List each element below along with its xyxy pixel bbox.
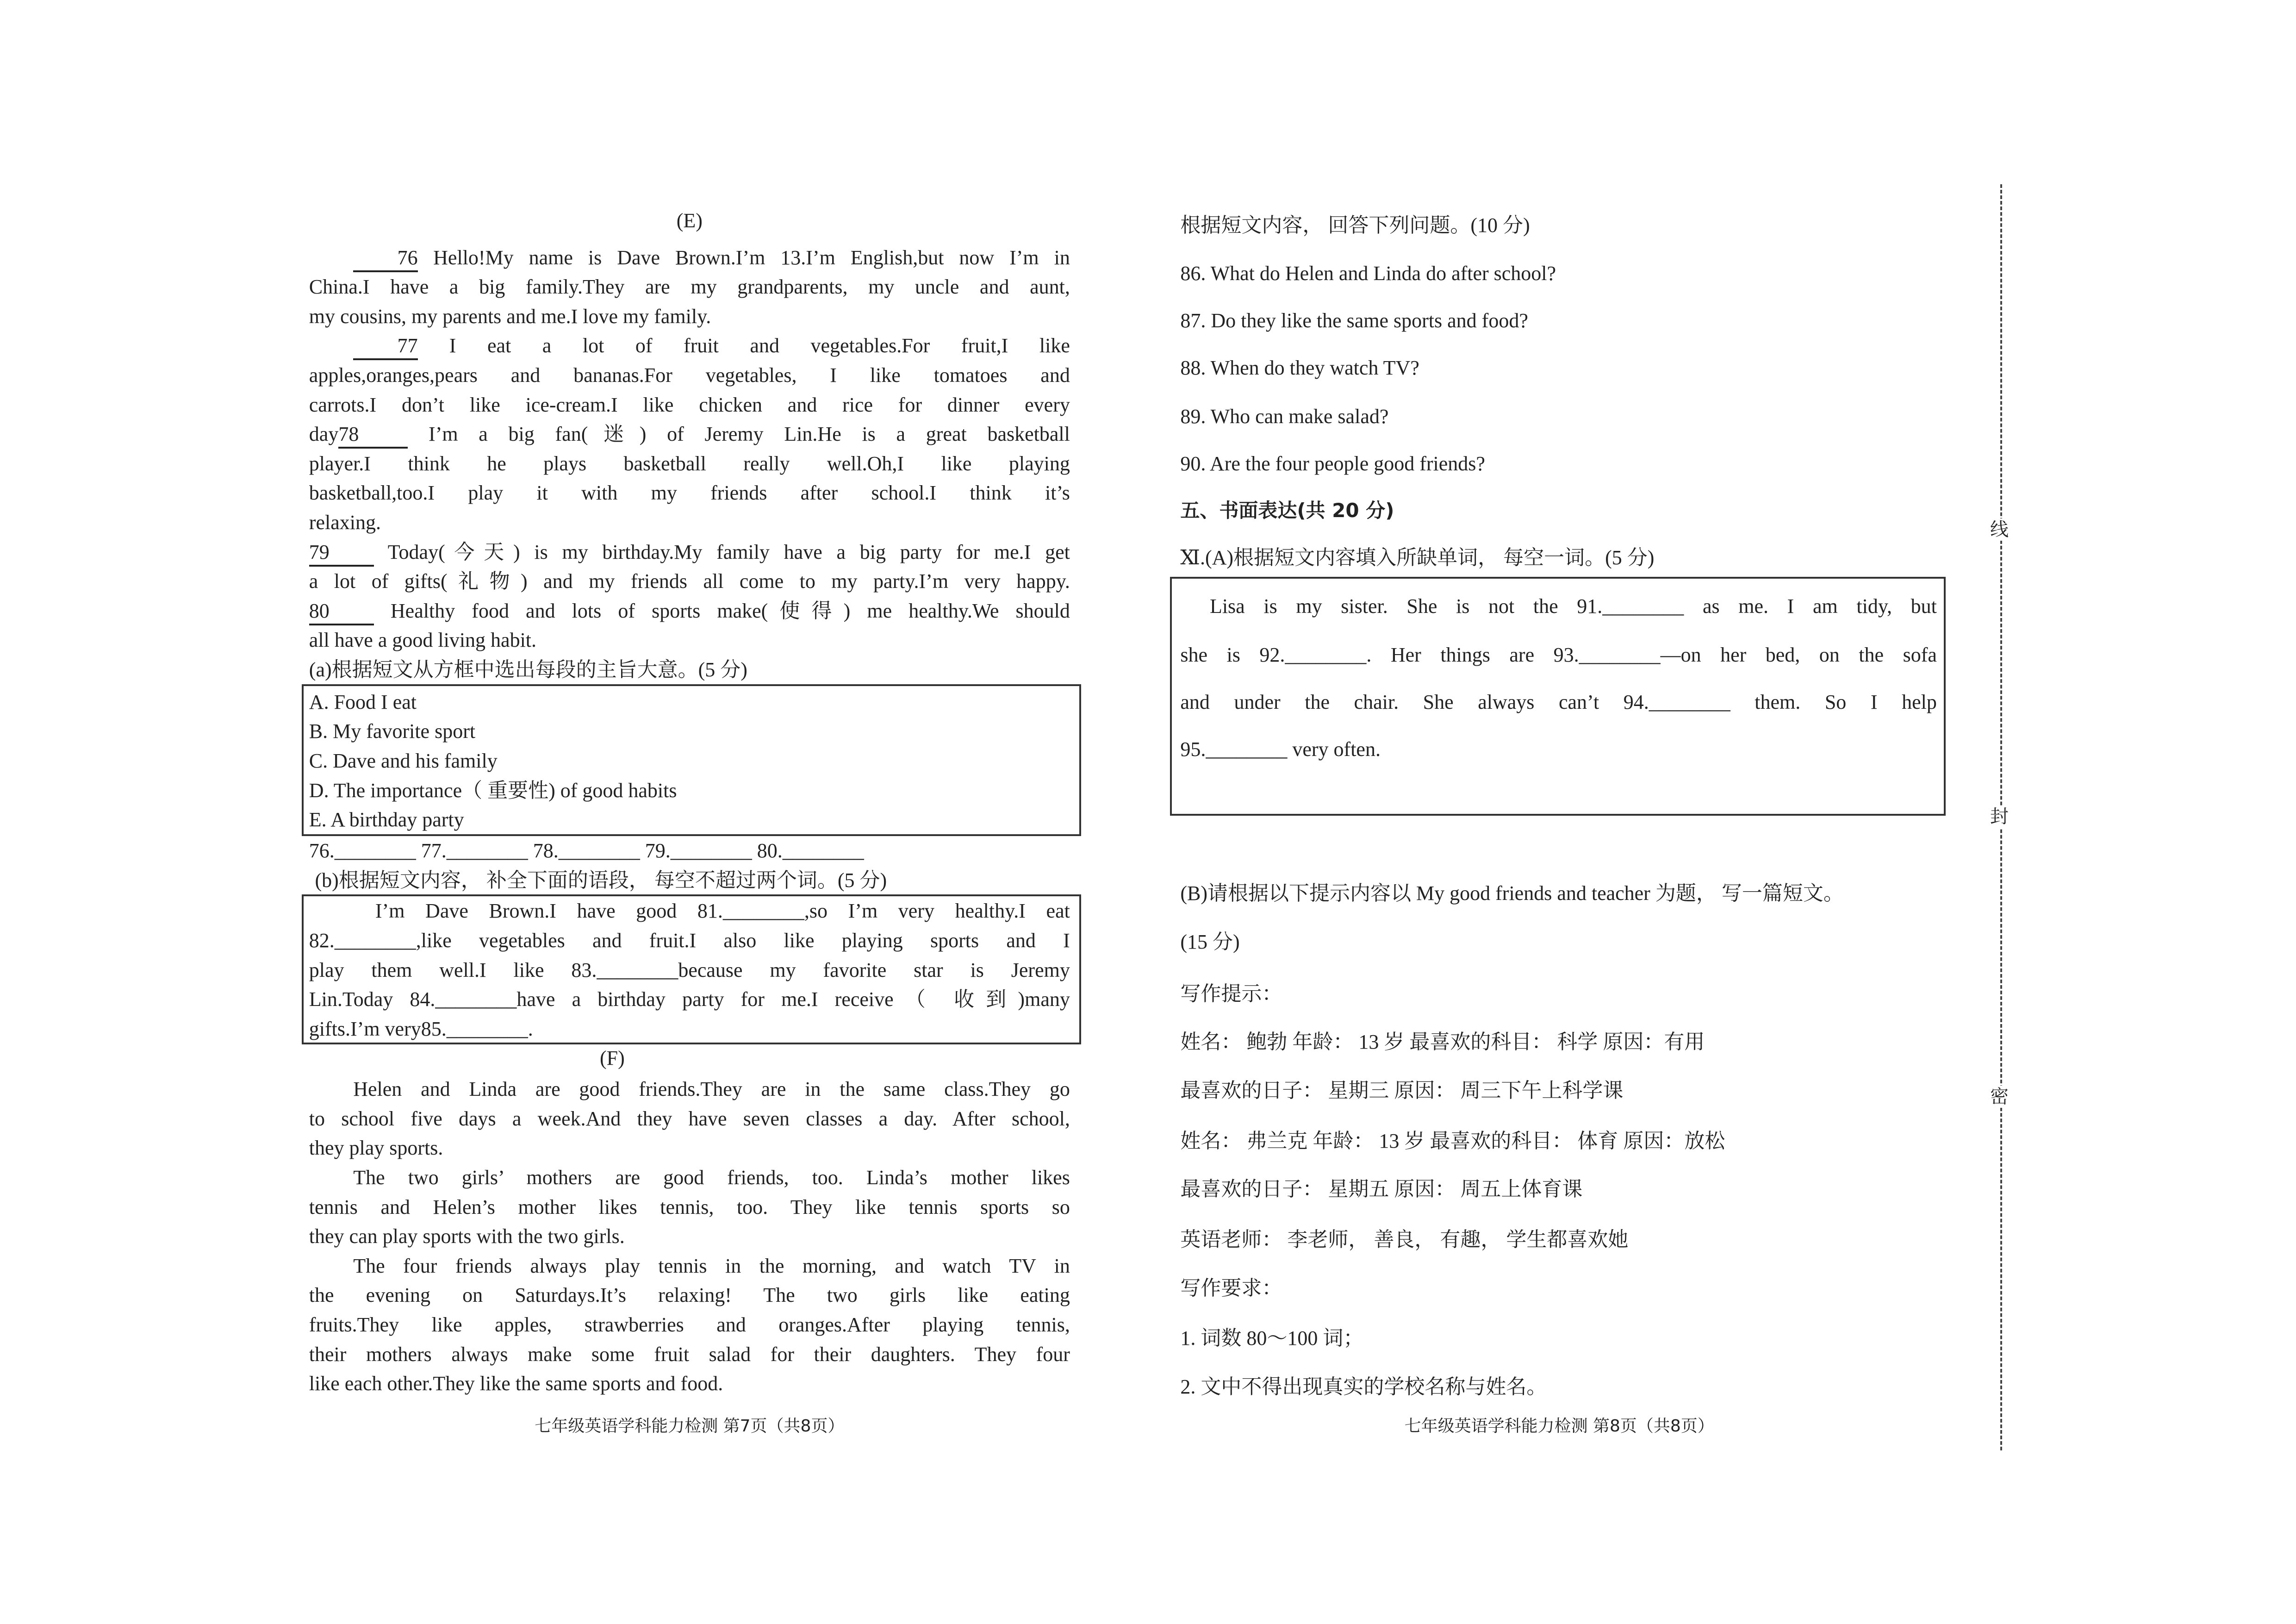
part-a-instruction: (a)根据短文从方框中选出每段的主旨大意。(5 分) xyxy=(309,658,747,681)
questions-instruction: 根据短文内容， 回答下列问题。(10 分) xyxy=(1180,213,1530,237)
part-a-answer-blanks: 76.________ 77.________ 78.________ 79.________ 80.________ xyxy=(309,839,864,862)
fill-in-line: she is 92.________. Her things are 93.________—on her bed, on the sofa xyxy=(1180,643,1937,667)
passage-f-line: Helen and Linda are good friends.They are in the same class.They go xyxy=(353,1078,1070,1101)
question-item: 87. Do they like the same sports and food? xyxy=(1180,309,1528,332)
answer-blank: 80 xyxy=(309,599,374,625)
answer-blank: 76 xyxy=(353,245,418,272)
passage-e-line: my cousins, my parents and me.I love my family. xyxy=(309,305,711,328)
passage-e-line: China.I have a big family.They are my grandparents, my uncle and aunt, xyxy=(309,275,1070,299)
part-b-instruction: (b)根据短文内容， 补全下面的语段， 每空不超过两个词。(5 分) xyxy=(315,868,887,892)
passage-e-line: apples,oranges,pears and bananas.For vegetables, I like tomatoes and xyxy=(309,363,1070,387)
passage-e-line: day78 I’m a big fan(迷) of Jeremy Lin.He is a great basketball xyxy=(309,419,1070,449)
passage-e-line: relaxing. xyxy=(309,511,381,534)
option-item: B. My favorite sport xyxy=(309,720,476,743)
passage-f-line: the evening on Saturdays.It’s relaxing! The two girls like eating xyxy=(309,1284,1070,1307)
passage-e-line: 77 I eat a lot of fruit and vegetables.For fruit,I like xyxy=(309,331,1070,361)
fill-in-line: 95.________ very often. xyxy=(1180,737,1381,761)
part-xi-a-instruction: Ⅺ.(A)根据短文内容填入所缺单词， 每空一词。(5 分) xyxy=(1180,546,1655,569)
hints-title: 写作提示： xyxy=(1180,982,1282,1005)
hint-item: 姓名： 鲍勃 年龄： 13 岁 最喜欢的科目： 科学 原因：有用 xyxy=(1180,1031,1705,1054)
answer-blank: 77 xyxy=(353,333,418,360)
answer-blank: 78 xyxy=(338,422,408,449)
option-item: C. Dave and his family xyxy=(309,750,498,773)
passage-e-line: all have a good living habit. xyxy=(309,629,537,652)
passage-f-line: to school five days a week.And they have seven classes a day. After school, xyxy=(309,1107,1070,1130)
part-b-line: 82.________,like vegetables and fruit.I also like playing sports and I xyxy=(309,929,1070,952)
question-item: 88. When do they watch TV? xyxy=(1180,356,1419,379)
passage-f-line: like each other.They like the same sports and food. xyxy=(309,1372,723,1395)
writing-score: (15 分) xyxy=(1180,931,1240,954)
passage-e-line: player.I think he plays basketball really well.Oh,I like playing xyxy=(309,452,1070,475)
page-7-footer: 七年级英语学科能力检测 第7页（共8页） xyxy=(535,1417,845,1436)
passage-f-line: The four friends always play tennis in the morning, and watch TV in xyxy=(353,1254,1070,1277)
requirement-item: 1. 词数 80～100 词； xyxy=(1180,1326,1364,1349)
binding-mark-feng: 封 xyxy=(1990,806,2009,827)
requirement-item: 2. 文中不得出现真实的学校名称与姓名。 xyxy=(1180,1375,1547,1398)
page-8-footer: 七年级英语学科能力检测 第8页（共8页） xyxy=(1404,1417,1714,1436)
question-item: 86. What do Helen and Linda do after school? xyxy=(1180,262,1556,285)
part-b-line: Lin.Today 84.________have a birthday party for me.I receive（ 收到)many xyxy=(309,988,1070,1011)
binding-mark-xian: 线 xyxy=(1990,519,2009,540)
passage-e-line: carrots.I don’t like ice-cream.I like chicken and rice for dinner every xyxy=(309,393,1070,416)
passage-e-line: a lot of gifts(礼物) and my friends all come to my party.I’m very happy. xyxy=(309,570,1070,593)
part-b-line: gifts.I’m very85.________. xyxy=(309,1017,533,1040)
question-item: 90. Are the four people good friends? xyxy=(1180,452,1485,475)
option-item: D. The importance（ 重要性) of good habits xyxy=(309,779,677,802)
fill-in-line: and under the chair. She always can’t 94.________ them. So I help xyxy=(1180,690,1937,713)
passage-e-line: 80 Healthy food and lots of sports make(使得) me healthy.We should xyxy=(309,596,1070,626)
section-title: 五、书面表达(共 20 分) xyxy=(1180,499,1394,522)
passage-f-line: their mothers always make some fruit salad for their daughters. They four xyxy=(309,1343,1070,1366)
passage-e-line: 79 Today(今天) is my birthday.My family have a big party for me.I get xyxy=(309,537,1070,567)
option-item: E. A birthday party xyxy=(309,808,464,831)
passage-f-line: tennis and Helen’s mother likes tennis, too. They like tennis sports so xyxy=(309,1195,1070,1218)
passage-e-title: (E) xyxy=(676,209,703,232)
writing-instruction: (B)请根据以下提示内容以 My good friends and teacher 为题， 写一篇短文。 xyxy=(1180,882,1844,905)
part-b-line: I’m Dave Brown.I have good 81.________,so I’m very healthy.I eat xyxy=(375,899,1070,923)
passage-f-line: they play sports. xyxy=(309,1137,443,1160)
passage-e-line: basketball,too.I play it with my friends after school.I think it’s xyxy=(309,481,1070,505)
hint-item: 姓名： 弗兰克 年龄： 13 岁 最喜欢的科目： 体育 原因：放松 xyxy=(1180,1129,1725,1152)
requirements-title: 写作要求： xyxy=(1180,1276,1282,1299)
binding-mark-mi: 密 xyxy=(1990,1086,2009,1107)
part-b-line: play them well.I like 83.________because my favorite star is Jeremy xyxy=(309,958,1070,981)
answer-blank: 79 xyxy=(309,540,374,567)
passage-f-line: fruits.They like apples, strawberries and oranges.After playing tennis, xyxy=(309,1313,1070,1336)
passage-f-line: they can play sports with the two girls. xyxy=(309,1225,625,1248)
hint-item: 最喜欢的日子： 星期五 原因： 周五上体育课 xyxy=(1180,1178,1583,1201)
passage-f-line: The two girls’ mothers are good friends, too. Linda’s mother likes xyxy=(353,1166,1070,1189)
option-item: A. Food I eat xyxy=(309,690,417,713)
hint-item: 最喜欢的日子： 星期三 原因： 周三下午上科学课 xyxy=(1180,1079,1624,1102)
question-item: 89. Who can make salad? xyxy=(1180,405,1389,428)
hint-item: 英语老师： 李老师， 善良， 有趣， 学生都喜欢她 xyxy=(1180,1228,1629,1251)
passage-e-line: 76 Hello!My name is Dave Brown.I’m 13.I’m English,but now I’m in xyxy=(309,243,1070,273)
passage-f-title: (F) xyxy=(599,1047,625,1070)
fill-in-line: Lisa is my sister. She is not the 91.________ as me. I am tidy, but xyxy=(1209,595,1937,618)
